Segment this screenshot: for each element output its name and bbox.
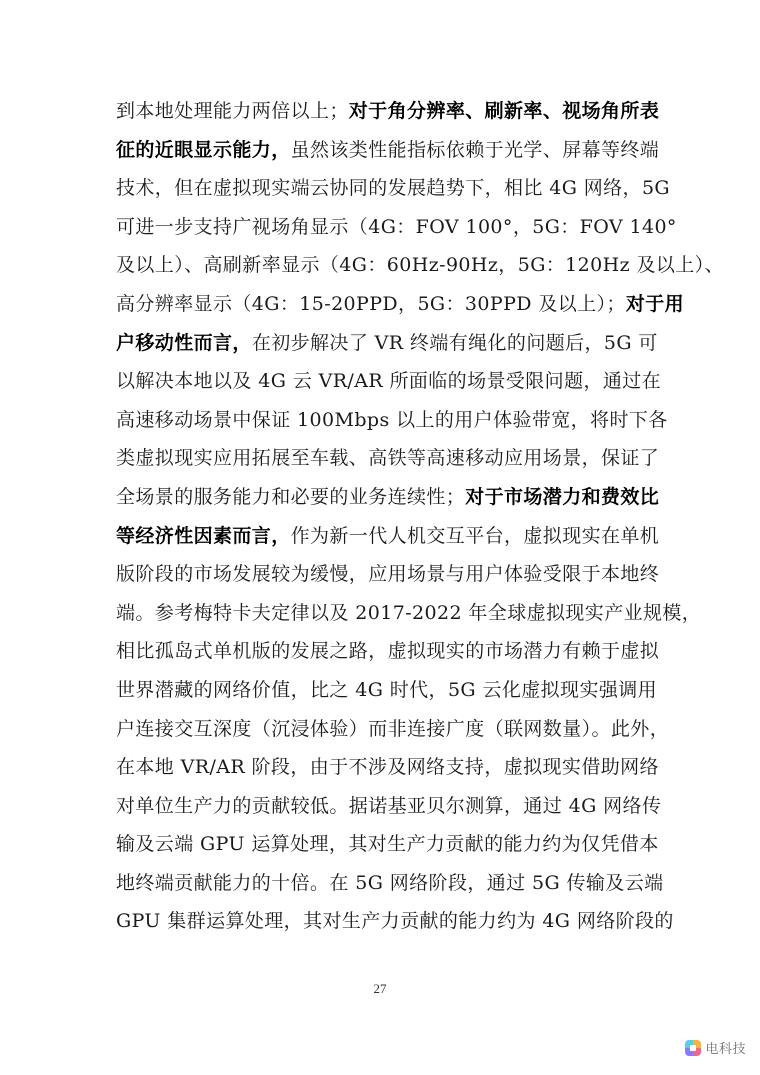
bold-text-segment: 对于市场潜力和费效比 <box>465 485 660 508</box>
text-segment: 输及云端 GPU 运算处理，其对生产力贡献的能力约为仅凭借本 <box>116 833 659 856</box>
text-line <box>116 787 662 826</box>
text-segment: 作为新一代人机交互平台，虚拟现实在单机 <box>290 524 660 547</box>
page-number: 27 <box>373 981 387 996</box>
text-segment: 虽然该类性能指标依赖于光学、屏幕等终端 <box>290 138 660 161</box>
text-segment: 世界潜藏的网络价值，比之 4G 时代，5G 云化虚拟现实强调用 <box>116 678 658 701</box>
text-segment: 及以上）、高刷新率显示（4G：60Hz-90Hz，5G：120Hz 及以上）、 <box>116 254 724 277</box>
text-segment: 对单位生产力的贡献较低。据诺基亚贝尔测算，通过 4G 网络传 <box>116 794 662 817</box>
text-segment: 端。参考梅特卡夫定律以及 2017-2022 年全球虚拟现实产业规模， <box>116 601 702 624</box>
bold-text-segment: 对于用 <box>625 292 685 315</box>
bold-text-segment: 户移动性而言， <box>116 331 252 354</box>
watermark <box>685 1038 746 1057</box>
text-segment: 全场景的服务能力和必要的业务连续性； <box>116 485 466 508</box>
text-segment: 户连接交互深度（沉浸体验）而非连接广度（联网数量）。此外， <box>116 717 670 740</box>
text-segment: 技术，但在虚拟现实端云协同的发展趋势下，相比 4G 网络，5G <box>116 177 671 200</box>
text-line <box>116 208 677 247</box>
text-segment: 相比孤岛式单机版的发展之路，虚拟现实的市场潜力有赖于虚拟 <box>116 640 660 663</box>
text-segment: 在初步解决了 VR 终端有绳化的问题后，5G 可 <box>251 331 658 354</box>
text-segment: 版阶段的市场发展较为缓慢，应用场景与用户体验受限于本地终 <box>116 563 660 586</box>
text-segment: 以解决本地以及 4G 云 VR/AR 所面临的场景受限问题，通过在 <box>116 370 662 393</box>
text-segment: GPU 集群运算处理，其对生产力贡献的能力约为 4G 网络阶段的 <box>116 910 674 933</box>
text-line <box>116 748 659 787</box>
text-line <box>116 864 664 903</box>
text-line <box>116 594 702 633</box>
text-line <box>116 131 660 170</box>
text-line <box>116 246 724 285</box>
text-line <box>116 671 658 710</box>
bold-text-segment: 等经济性因素而言， <box>116 524 291 547</box>
text-line <box>116 439 660 478</box>
body-paragraph <box>116 92 724 941</box>
text-line <box>116 825 659 864</box>
text-line <box>116 324 658 363</box>
text-line <box>116 902 674 941</box>
text-line <box>116 478 660 517</box>
text-segment: 地终端贡献能力的十倍。在 5G 网络阶段，通过 5G 传输及云端 <box>116 871 664 894</box>
text-line <box>116 92 660 131</box>
text-segment: 高分辨率显示（4G：15-20PPD，5G：30PPD 及以上）； <box>116 292 626 315</box>
watermark-text: 电科技 <box>705 1042 746 1057</box>
text-line <box>116 632 660 671</box>
watermark-logo-icon <box>685 1040 701 1056</box>
text-segment: 在本地 VR/AR 阶段，由于不涉及网络支持，虚拟现实借助网络 <box>116 756 659 779</box>
text-line <box>116 285 685 324</box>
bold-text-segment: 征的近眼显示能力， <box>116 138 291 161</box>
text-segment: 可进一步支持广视场角显示（4G：FOV 100°，5G：FOV 140° <box>116 215 677 238</box>
text-line <box>116 710 670 749</box>
text-line <box>116 169 671 208</box>
bold-text-segment: 对于角分辨率、刷新率、视场角所表 <box>348 100 660 122</box>
text-line <box>116 362 662 401</box>
text-line <box>116 555 660 594</box>
text-line <box>116 401 668 440</box>
text-segment: 类虚拟现实应用拓展至车载、高铁等高速移动应用场景，保证了 <box>116 447 660 470</box>
text-segment: 到本地处理能力两倍以上； <box>116 100 349 122</box>
text-segment: 高速移动场景中保证 100Mbps 以上的用户体验带宽，将时下各 <box>116 408 668 431</box>
text-line <box>116 517 660 556</box>
